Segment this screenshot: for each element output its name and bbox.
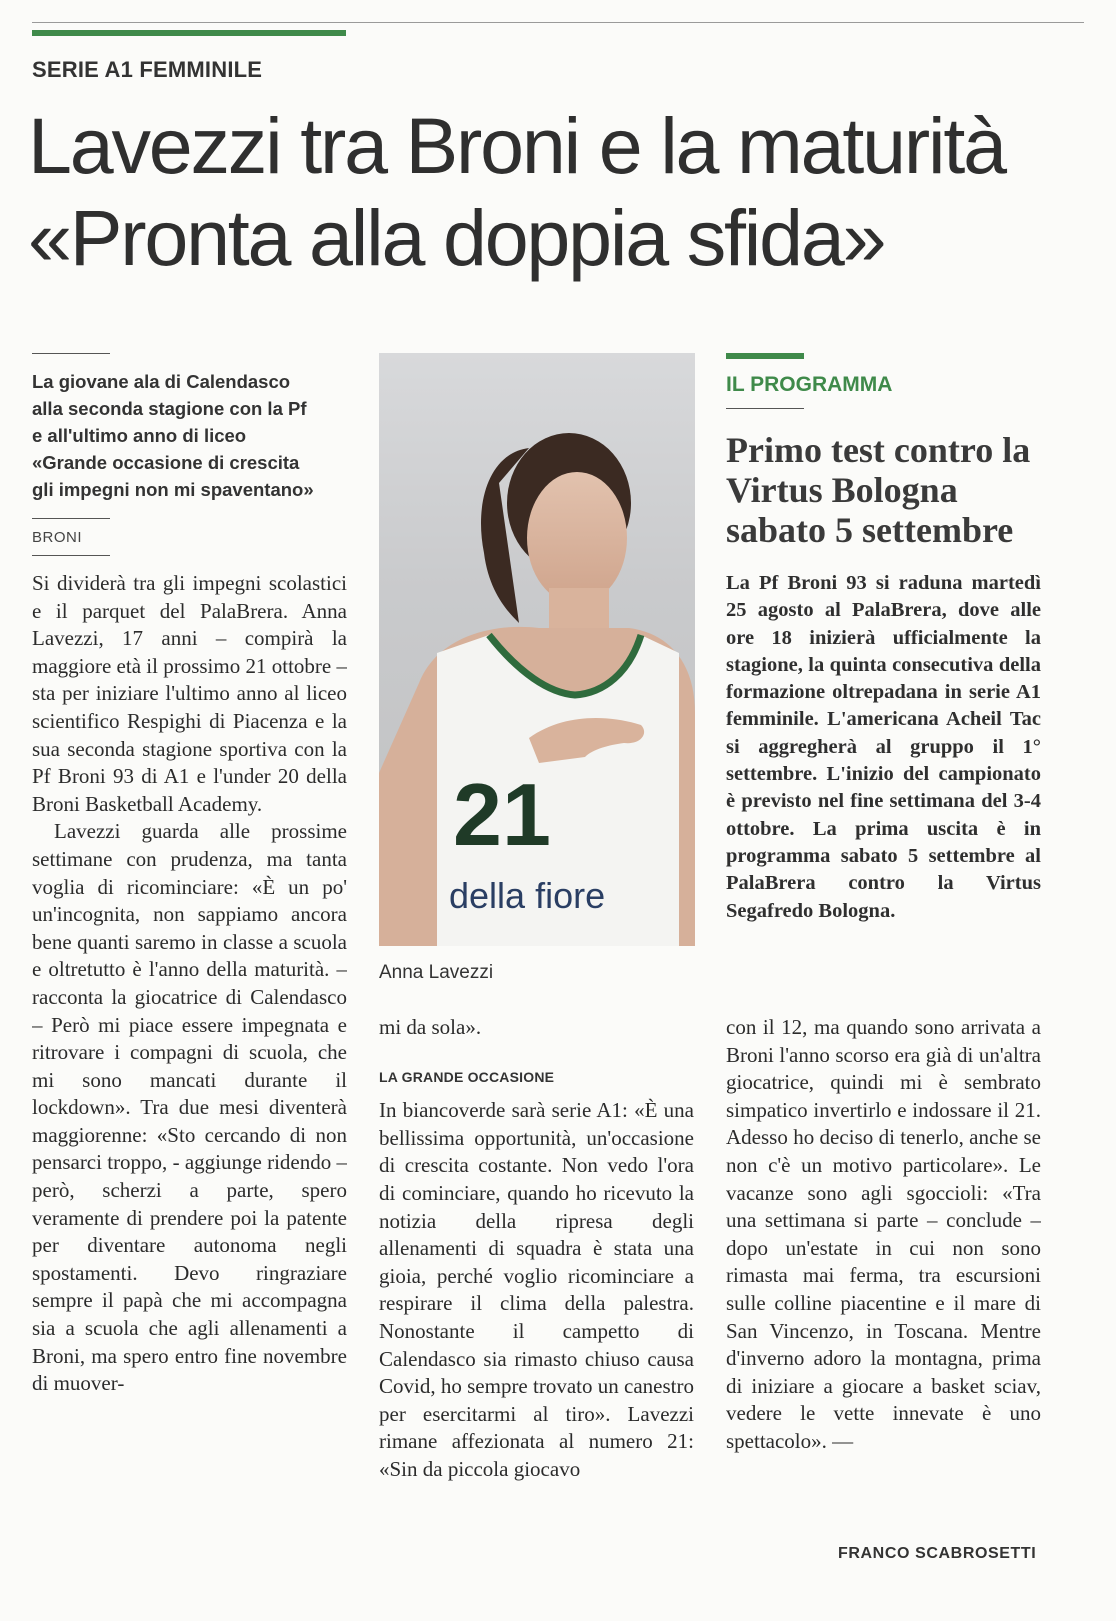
byline: FRANCO SCABROSETTI	[838, 1545, 1037, 1562]
section-label: SERIE A1 FEMMINILE	[32, 57, 263, 82]
player-illustration	[379, 353, 695, 946]
dateline-rule	[32, 555, 110, 556]
article-column-2	[379, 1014, 694, 1574]
photo-caption: Anna Lavezzi	[379, 962, 494, 983]
subhead-line: La giovane ala di Calendasco	[32, 371, 291, 392]
headline-line-1: Lavezzi tra Broni e la maturità	[28, 101, 1005, 190]
subsection-title: LA GRANDE OCCASIONE	[379, 1068, 555, 1085]
paragraph: In biancoverde sarà serie A1: «È una bellissima opportunità, un'occasione di crescita costante. Non vedo l'ora di cominciare, quando ho ricevuto la notizia della ripresa degli allenamenti di squadra è stata una gioia, perché voglio ricominciare a respirare il clima della palestra. Nonostante il campetto di Calendasco sia rimasto chiuso causa Covid, ho sempre trovato un canestro per esercitarmi al tiro». Lavezzi rimane affezionata al numero 21: «Sin da piccola giocavo	[379, 1098, 694, 1481]
subhead-line: «Grande occasione di crescita	[32, 452, 300, 473]
subhead	[32, 368, 352, 503]
paragraph: Si dividerà tra gli impegni scolastici e il parquet del PalaBrera. Anna Lavezzi, 17 anni – compirà la maggiore età il prossimo 21 ottobre – sta per iniziare l'ultimo anno al liceo scientifico Respighi di Piacenza e la sua seconda stagione sportiva con la Pf Broni 93 di A1 e l'under 20 della Broni Basketball Academy.	[32, 571, 347, 816]
jersey-sponsor: della fiore	[449, 875, 606, 916]
section-accent-bar	[32, 30, 346, 36]
sidebar-rule	[726, 408, 804, 409]
subhead-bottom-rule	[32, 518, 110, 519]
paragraph: con il 12, ma quando sono arrivata a Broni l'anno scorso era già di un'altra giocatrice, quindi mi è sembrato simpatico invertirlo e indossare il 21. Adesso ho deciso di tenerlo, anche se non c'è un motivo particolare». Le vacanze sono agli sgoccioli: «Tra una settimana si parte – conclude – dopo un'estate in cui non sono rimasta mai ferma, tra escursioni sulle colline piacentine e il mare di San Vincenzo, in Toscana. Mentre d'inverno adoro la montagna, prima di iniziare a giocare a basket sciav, vedere le vette innevate è uno spettacolo». —	[726, 1015, 1041, 1453]
headline-line-2: «Pronta alla doppia sfida»	[28, 193, 885, 282]
face	[527, 472, 627, 604]
article-column-3	[726, 1014, 1041, 1554]
subhead-line: alla seconda stagione con la Pf	[32, 398, 307, 419]
subhead-line: gli impegni non mi spaventano»	[32, 479, 314, 500]
dateline: BRONI	[32, 529, 83, 546]
sidebar-accent-bar	[726, 353, 804, 359]
article-column-1	[32, 570, 347, 1570]
sidebar-body: La Pf Broni 93 si raduna martedì 25 agosto al PalaBrera, dove alle ore 18 inizierà ufficialmente la stagione, la quinta consecutiva della formazione oltrepadana in serie A1 femminile. L'americana Acheil Tac si aggregherà al gruppo il 1° settembre. L'inizio del campionato è previsto nel fine settimana del 3-4 ottobre. La prima uscita è in programma sabato 5 settembre al PalaBrera contro la Virtus Segafredo Bologna.	[726, 572, 1041, 922]
subhead-line: e all'ultimo anno di liceo	[32, 425, 247, 446]
sidebar-title: Primo test contro la Virtus Bologna sabato 5 settembre	[726, 430, 1031, 550]
jersey-number: 21	[453, 765, 551, 864]
player-photo	[379, 353, 695, 946]
subhead-top-rule	[32, 353, 110, 354]
paragraph: Lavezzi guarda alle prossime settimane con prudenza, ma tanta voglia di ricominciare: «È un po' un'incognita, non sappiamo ancora bene quanti saremo in classe a scuola e oltretutto è l'anno della maturità. – racconta la giocatrice di Calendasco – Però mi piace essere impegnata e ritrovare i compagni di scuola, che mi sono mancati durante il lockdown». Tra due mesi diventerà maggiorenne: «Sto cercando di non pensarci troppo, - aggiunge ridendo – però, scherzi a parte, spero veramente di prendere poi la patente per diventare autonoma negli spostamenti. Devo ringraziare sempre il papà che mi accompagna sia a scuola che agli allenamenti a Broni, ma spero entro fine novembre di muover-	[32, 819, 347, 1396]
continuation-text: mi da sola».	[379, 1015, 482, 1039]
sidebar-kicker: IL PROGRAMMA	[726, 373, 893, 396]
top-rule	[32, 22, 1084, 23]
